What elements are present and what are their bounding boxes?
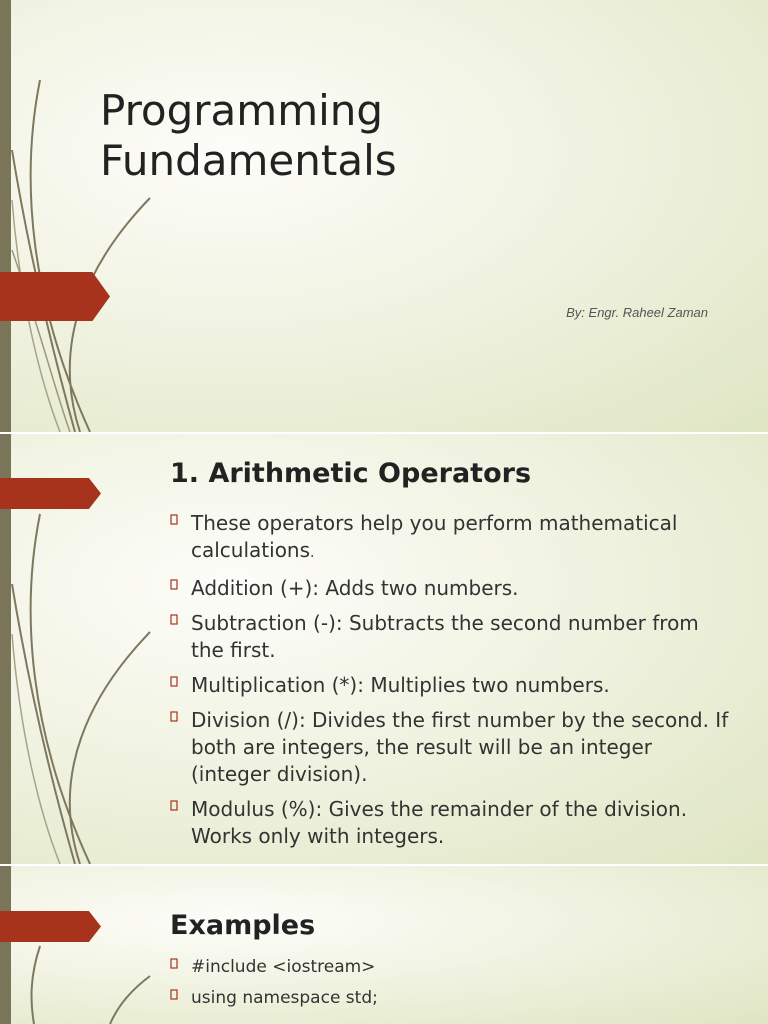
accent-arrow-tag <box>0 911 101 942</box>
slide-heading: Examples <box>170 910 316 941</box>
slide-arithmetic-operators <box>0 434 768 864</box>
list-item: Division (/): Divides the first number by the second. If both are integers, the result will be an integer (integer division). <box>170 707 730 788</box>
list-item: These operators help you perform mathematical calculations. <box>170 510 730 567</box>
hollow-square-bullet-icon <box>170 711 178 722</box>
hollow-square-bullet-icon <box>170 958 178 969</box>
title-line-1: Programming <box>100 86 384 135</box>
decorative-swoosh-icon <box>0 0 200 432</box>
bullet-list <box>170 956 730 1018</box>
slide-heading: 1. Arithmetic Operators <box>170 458 532 489</box>
list-item: Addition (+): Adds two numbers. <box>170 575 730 602</box>
bullet-list <box>170 510 730 858</box>
hollow-square-bullet-icon <box>170 514 178 525</box>
list-item: using namespace std; <box>170 987 730 1009</box>
hollow-square-bullet-icon <box>170 800 178 811</box>
slide-examples <box>0 866 768 1024</box>
list-item: #include <iostream> <box>170 956 730 978</box>
author-line: By: Engr. Raheel Zaman <box>566 305 708 320</box>
slide-title <box>0 0 768 432</box>
list-item: Subtraction (-): Subtracts the second number from the first. <box>170 610 730 664</box>
accent-arrow-tag <box>0 478 101 509</box>
hollow-square-bullet-icon <box>170 614 178 625</box>
list-item: Multiplication (*): Multiplies two numbers. <box>170 672 730 699</box>
title-line-2: Fundamentals <box>100 136 397 185</box>
hollow-square-bullet-icon <box>170 676 178 687</box>
accent-arrow-tag <box>0 272 110 321</box>
hollow-square-bullet-icon <box>170 989 178 1000</box>
list-item: Modulus (%): Gives the remainder of the division. Works only with integers. <box>170 796 730 850</box>
hollow-square-bullet-icon <box>170 579 178 590</box>
presentation-title <box>100 86 700 186</box>
